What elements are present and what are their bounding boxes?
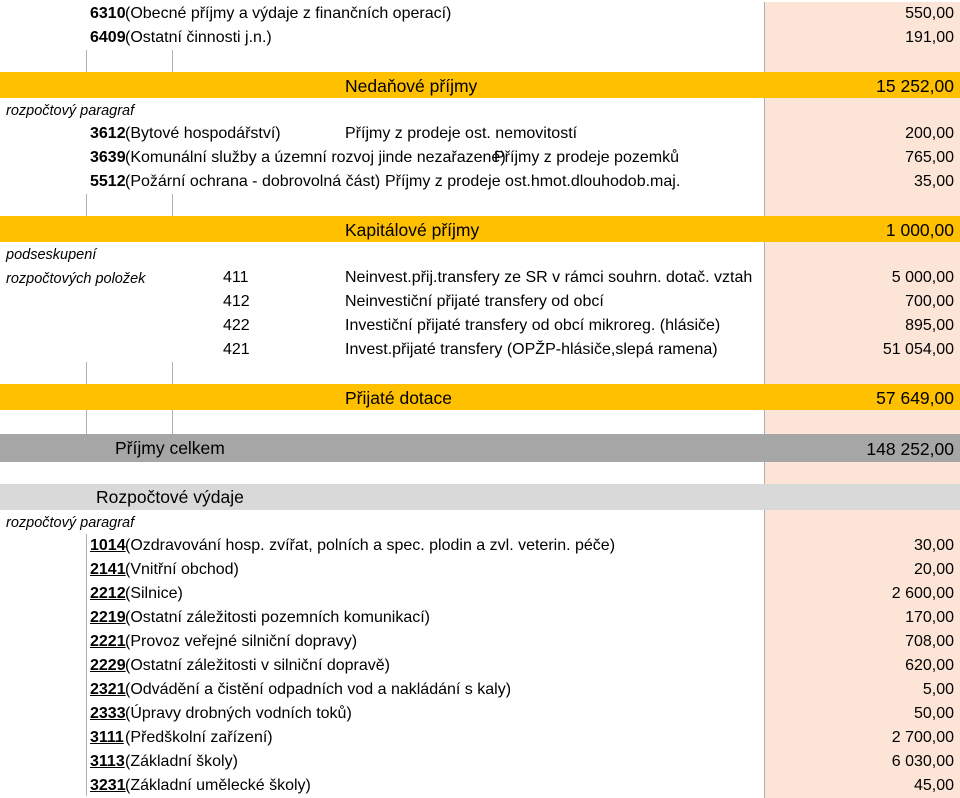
paragraph-code: 3231 bbox=[90, 777, 126, 794]
paragraph-name: (Vnitřní obchod) bbox=[125, 561, 239, 578]
grid-line bbox=[86, 362, 87, 384]
paragraph-code: 2229 bbox=[90, 657, 126, 674]
section-title: Rozpočtové výdaje bbox=[96, 487, 244, 507]
amount: 170,00 bbox=[905, 609, 954, 626]
amount: 5,00 bbox=[922, 681, 954, 698]
paragraph-name: (Ostatní činnosti j.n.) bbox=[125, 29, 272, 46]
table-row bbox=[0, 170, 960, 194]
header-row bbox=[0, 242, 960, 266]
item-code: 422 bbox=[223, 317, 250, 334]
paragraph-code: 2212 bbox=[90, 585, 126, 602]
amount: 51 054,00 bbox=[882, 341, 954, 358]
paragraph-name: (Ozdravování hosp. zvířat, polních a spec. plodin a zvl. veterin. péče) bbox=[125, 537, 616, 554]
subtotal-row-dotace bbox=[0, 384, 960, 410]
empty-row bbox=[0, 410, 960, 434]
paragraph-code: 6310 bbox=[90, 5, 126, 22]
grid-line bbox=[86, 410, 87, 434]
item-code: 412 bbox=[223, 293, 250, 310]
empty-row bbox=[0, 462, 960, 484]
subtotal-label: Kapitálové příjmy bbox=[345, 220, 480, 240]
paragraph-name: (Silnice) bbox=[125, 585, 183, 602]
item-name: Neinvestiční přijaté transfery od obcí bbox=[345, 293, 604, 310]
paragraph-code: 5512 bbox=[90, 173, 126, 190]
item-name: Příjmy z prodeje ost. nemovitostí bbox=[345, 125, 578, 142]
header-row bbox=[0, 510, 960, 534]
paragraph-name: (Odvádění a čistění odpadních vod a nakládání s kaly) bbox=[125, 681, 512, 698]
column-label: rozpočtový paragraf bbox=[6, 103, 135, 119]
header-row bbox=[0, 98, 960, 122]
grid-line bbox=[86, 50, 87, 72]
amount: 6 030,00 bbox=[891, 753, 954, 770]
item-code: 411 bbox=[223, 269, 249, 286]
expense-row bbox=[0, 654, 960, 678]
paragraph-code: 3639 bbox=[90, 149, 126, 166]
group-label: podseskupení bbox=[6, 247, 97, 263]
paragraph-name: (Provoz veřejné silniční dopravy) bbox=[125, 633, 358, 650]
table-row bbox=[0, 314, 960, 338]
amount: 2 600,00 bbox=[891, 585, 954, 602]
item-code: 421 bbox=[223, 341, 250, 358]
paragraph-code: 1014 bbox=[90, 537, 126, 554]
amount: 700,00 bbox=[905, 293, 954, 310]
total-label: Příjmy celkem bbox=[115, 438, 225, 458]
paragraph-code: 2219 bbox=[90, 609, 126, 626]
subtotal-label: Přijaté dotace bbox=[345, 388, 453, 408]
table-row bbox=[0, 266, 960, 290]
paragraph-code: 2321 bbox=[90, 681, 126, 698]
empty-row bbox=[0, 194, 960, 216]
table-row bbox=[0, 146, 960, 170]
grid-line bbox=[172, 50, 173, 72]
item-name: Investiční přijaté transfery od obcí mikroreg. (hlásiče) bbox=[345, 317, 721, 334]
amount: 5 000,00 bbox=[891, 269, 954, 286]
item-name: Neinvest.přij.transfery ze SR v rámci souhrn. dotač. vztah bbox=[345, 269, 753, 286]
amount: 708,00 bbox=[905, 633, 954, 650]
item-name: Invest.přijaté transfery (OPŽP-hlásiče,slepá ramena) bbox=[345, 341, 718, 358]
total-row-prijmy bbox=[0, 434, 960, 462]
paragraph-name: (Ostatní záležitosti v silniční dopravě) bbox=[125, 657, 390, 674]
subtotal-amount: 1 000,00 bbox=[885, 220, 954, 240]
amount: 35,00 bbox=[913, 173, 954, 190]
expense-row bbox=[0, 558, 960, 582]
paragraph-name: (Ostatní záležitosti pozemních komunikací) bbox=[125, 609, 431, 626]
table-row bbox=[0, 122, 960, 146]
paragraph-name: (Základní školy) bbox=[125, 753, 238, 770]
subtotal-amount: 15 252,00 bbox=[876, 76, 954, 96]
expense-row bbox=[0, 774, 960, 798]
grid-line bbox=[86, 534, 87, 796]
amount: 20,00 bbox=[913, 561, 954, 578]
group-label: rozpočtových položek bbox=[6, 271, 146, 287]
subtotal-row-kapitalove bbox=[0, 216, 960, 242]
amount: 191,00 bbox=[905, 29, 954, 46]
item-name: Příjmy z prodeje pozemků bbox=[494, 149, 679, 166]
amount: 2 700,00 bbox=[891, 729, 954, 746]
grid-line bbox=[86, 194, 87, 216]
table-row bbox=[0, 26, 960, 50]
paragraph-code: 3111 bbox=[90, 729, 124, 746]
table-row bbox=[0, 338, 960, 362]
paragraph-name: (Požární ochrana - dobrovolná část) bbox=[125, 173, 381, 190]
item-name: Příjmy z prodeje ost.hmot.dlouhodob.maj. bbox=[385, 173, 681, 190]
expense-row bbox=[0, 534, 960, 558]
expense-row bbox=[0, 582, 960, 606]
expense-row bbox=[0, 630, 960, 654]
expense-row bbox=[0, 750, 960, 774]
paragraph-name: (Obecné příjmy a výdaje z finančních operací) bbox=[125, 5, 452, 22]
amount: 895,00 bbox=[905, 317, 954, 334]
paragraph-name: (Předškolní zařízení) bbox=[125, 729, 273, 746]
paragraph-name: (Komunální služby a územní rozvoj jinde nezařazené) bbox=[125, 149, 506, 166]
grid-line bbox=[172, 410, 173, 434]
amount: 620,00 bbox=[905, 657, 954, 674]
grid-line bbox=[172, 362, 173, 384]
subtotal-amount: 57 649,00 bbox=[876, 388, 954, 408]
empty-row bbox=[0, 362, 960, 384]
paragraph-code: 3113 bbox=[90, 753, 125, 770]
expense-row bbox=[0, 678, 960, 702]
paragraph-name: (Základní umělecké školy) bbox=[125, 777, 311, 794]
subtotal-row-nedanove bbox=[0, 72, 960, 98]
amount: 50,00 bbox=[913, 705, 954, 722]
expense-row bbox=[0, 606, 960, 630]
amount: 45,00 bbox=[913, 777, 954, 794]
amount: 765,00 bbox=[905, 149, 954, 166]
column-label: rozpočtový paragraf bbox=[6, 515, 135, 531]
paragraph-code: 2141 bbox=[90, 561, 126, 578]
subtotal-label: Nedaňové příjmy bbox=[345, 76, 478, 96]
table-row bbox=[0, 2, 960, 26]
amount: 200,00 bbox=[905, 125, 954, 142]
expense-row bbox=[0, 726, 960, 750]
empty-row bbox=[0, 50, 960, 72]
section-header-vydaje bbox=[0, 484, 960, 510]
amount: 30,00 bbox=[913, 537, 954, 554]
grid-line bbox=[172, 194, 173, 216]
paragraph-code: 2333 bbox=[90, 705, 126, 722]
amount: 550,00 bbox=[905, 5, 954, 22]
paragraph-code: 6409 bbox=[90, 29, 126, 46]
paragraph-code: 3612 bbox=[90, 125, 126, 142]
expense-row bbox=[0, 702, 960, 726]
paragraph-name: (Bytové hospodářství) bbox=[125, 125, 281, 142]
total-amount: 148 252,00 bbox=[866, 439, 954, 459]
table-row bbox=[0, 290, 960, 314]
paragraph-code: 2221 bbox=[90, 633, 126, 650]
paragraph-name: (Úpravy drobných vodních toků) bbox=[125, 705, 352, 722]
